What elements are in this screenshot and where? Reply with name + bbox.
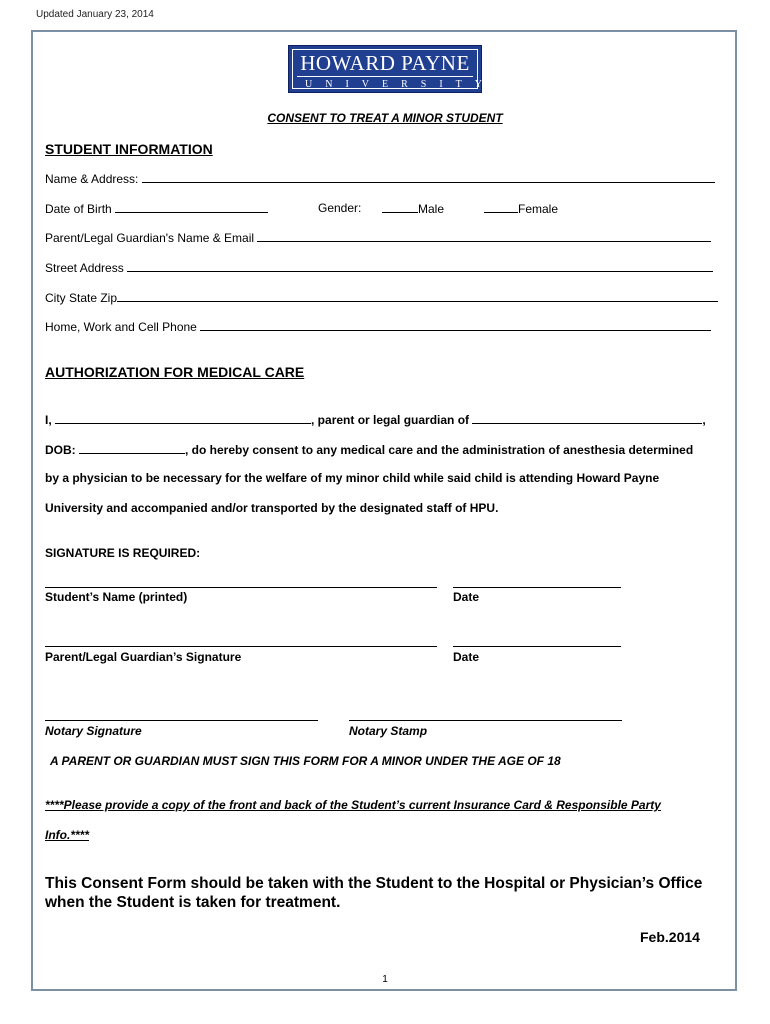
phone-label: Home, Work and Cell Phone (45, 320, 197, 334)
name-address-field[interactable] (45, 171, 715, 186)
date-line-1[interactable] (453, 587, 621, 588)
student-name-label: Student’s Name (printed) (45, 590, 188, 604)
date-label-1: Date (453, 590, 480, 604)
logo-name: HOWARD PAYNE (300, 51, 470, 75)
gender-female-option[interactable]: Female (484, 201, 558, 216)
consent-instruction: This Consent Form should be taken with the Student to the Hospital or Physician’s Office when the Student is taken for treatment. (45, 875, 703, 911)
city-field[interactable] (45, 290, 718, 305)
notary-stamp-line[interactable] (349, 720, 622, 721)
consent-line-2[interactable]: DOB: , do hereby consent to any medical care and the administration of anesthesia determined (45, 443, 694, 457)
notary-signature-line[interactable] (45, 720, 318, 721)
gender-label: Gender: (318, 201, 362, 215)
name-address-label: Name & Address: (45, 172, 139, 186)
guardian-signature-line[interactable] (45, 646, 437, 647)
notary-signature-label: Notary Signature (45, 724, 142, 738)
updated-date: Updated January 23, 2014 (36, 9, 154, 20)
page-number: 1 (382, 974, 388, 985)
consent-line-3: by a physician to be necessary for the welfare of my minor child while said child is attending Howard Payne (45, 471, 660, 485)
form-title: CONSENT TO TREAT A MINOR STUDENT (267, 111, 503, 125)
city-label: City State Zip (45, 291, 118, 305)
phone-field[interactable] (45, 319, 711, 334)
street-field[interactable] (45, 260, 713, 275)
parent-notice: A PARENT OR GUARDIAN MUST SIGN THIS FORM FOR A MINOR UNDER THE AGE OF 18 (50, 754, 561, 768)
date-label-2: Date (453, 650, 480, 664)
section-authorization: AUTHORIZATION FOR MEDICAL CARE (45, 364, 305, 380)
guardian-label: Parent/Legal Guardian's Name & Email (45, 231, 255, 245)
logo-subtitle: UNIVERSITY (305, 79, 495, 90)
dob-label: Date of Birth (45, 202, 112, 216)
consent-line-4: University and accompanied and/or transported by the designated staff of HPU. (45, 501, 499, 515)
section-student-info: STUDENT INFORMATION (45, 141, 213, 157)
guardian-signature-label: Parent/Legal Guardian’s Signature (45, 650, 242, 664)
student-name-line[interactable] (45, 587, 437, 588)
consent-line-1[interactable]: I, , parent or legal guardian of , (45, 413, 706, 427)
insurance-note-line-1: ****Please provide a copy of the front and back of the Student’s current Insurance Card & Responsible Party (45, 798, 661, 812)
date-line-2[interactable] (453, 646, 621, 647)
university-logo (288, 45, 495, 93)
dob-field[interactable] (45, 201, 268, 216)
signature-required: SIGNATURE IS REQUIRED: (45, 546, 201, 560)
notary-stamp-label: Notary Stamp (349, 724, 428, 738)
revision-date: Feb.2014 (640, 929, 700, 945)
guardian-field[interactable] (45, 230, 711, 245)
street-label: Street Address (45, 261, 124, 275)
gender-male-option[interactable]: Male (382, 201, 444, 216)
insurance-note-line-2: Info.**** (45, 828, 90, 842)
